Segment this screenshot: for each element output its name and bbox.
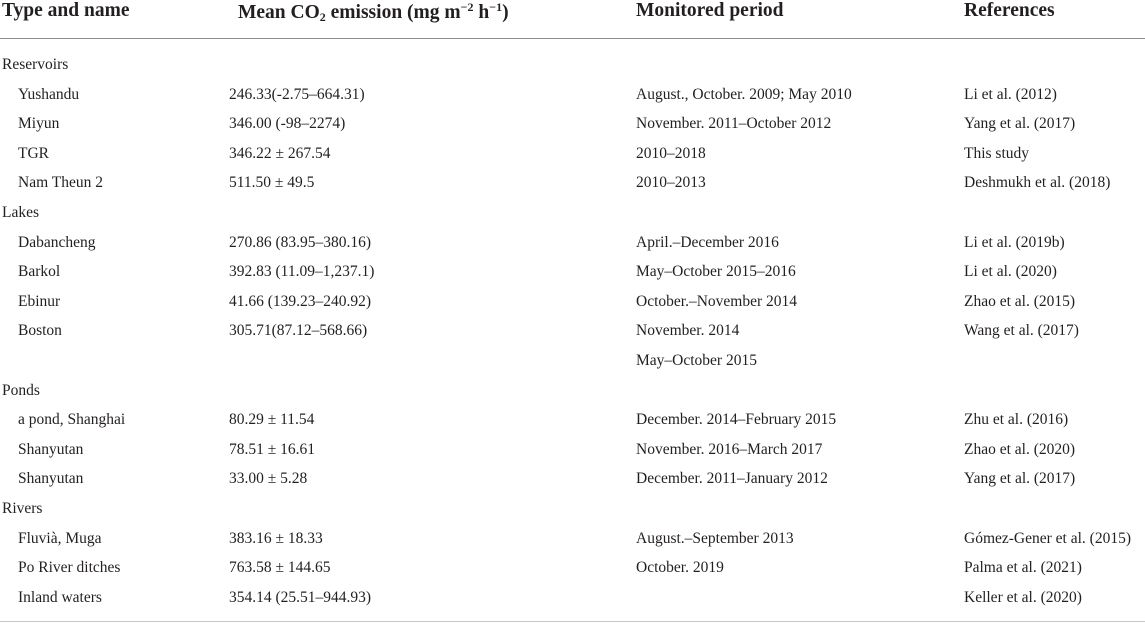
table-row — [0, 257, 1145, 287]
cell-reference: Li et al. (2012) — [964, 85, 1057, 103]
cell-name: Shanyutan — [18, 470, 84, 488]
cell-emission: 80.29 ± 11.54 — [229, 411, 315, 429]
group-header-row — [0, 50, 1145, 80]
cell-emission: 41.66 (139.23–240.92) — [229, 292, 372, 310]
cell-reference: Yang et al. (2017) — [964, 470, 1076, 488]
cell-period: 2010–2018 — [636, 144, 706, 162]
table-row — [0, 524, 1145, 554]
cell-reference: Gómez-Gener et al. (2015) — [964, 529, 1131, 547]
cell-period: April.–December 2016 — [636, 233, 779, 251]
cell-emission: 270.86 (83.95–380.16) — [229, 233, 372, 251]
cell-period: December. 2014–February 2015 — [636, 411, 837, 429]
cell-period: October.–November 2014 — [636, 292, 797, 310]
cell-name: Miyun — [18, 115, 60, 133]
group-header-row — [0, 376, 1145, 406]
header-monitored-period: Monitored period — [636, 0, 784, 21]
cell-period: 2010–2013 — [636, 174, 706, 192]
group-label: Reservoirs — [2, 56, 69, 73]
cell-reference: This study — [964, 144, 1030, 162]
cell-emission: 346.00 (-98–2274) — [229, 115, 346, 133]
cell-name: Yushandu — [18, 85, 80, 103]
cell-reference: Deshmukh et al. (2018) — [964, 174, 1111, 192]
table-row — [0, 583, 1145, 613]
cell-emission: 392.83 (11.09–1,237.1) — [229, 263, 375, 281]
cell-name: Barkol — [18, 263, 61, 281]
cell-emission: 383.16 ± 18.33 — [229, 529, 323, 547]
cell-emission: 78.51 ± 16.61 — [229, 440, 316, 458]
cell-name: TGR — [18, 144, 49, 162]
cell-name: Fluvià, Muga — [18, 529, 102, 547]
table-row — [0, 435, 1145, 465]
header-mean-co2-emission — [238, 0, 509, 25]
cell-period: October. 2019 — [636, 559, 724, 577]
cell-name: Po River ditches — [18, 559, 121, 577]
table-row — [0, 228, 1145, 258]
cell-name: Boston — [18, 322, 62, 340]
cell-reference: Yang et al. (2017) — [964, 115, 1076, 133]
table-row — [0, 464, 1145, 494]
table-row — [0, 346, 1145, 376]
cell-period: May–October 2015–2016 — [636, 263, 796, 281]
cell-reference: Li et al. (2020) — [964, 263, 1057, 281]
cell-reference: Wang et al. (2017) — [964, 322, 1079, 340]
table-row — [0, 80, 1145, 110]
header-emission-prefix: Mean CO — [238, 2, 320, 23]
table-bottom-rule — [0, 621, 1145, 622]
cell-reference: Zhu et al. (2016) — [964, 411, 1069, 429]
cell-name: Dabancheng — [18, 233, 96, 251]
header-emission-exp-m: −2 — [460, 0, 474, 14]
header-emission-middle: emission (mg m — [325, 2, 461, 23]
group-label: Rivers — [2, 500, 43, 517]
header-type-name: Type and name — [2, 0, 130, 21]
cell-name: Ebinur — [18, 292, 61, 310]
cell-emission: 763.58 ± 144.65 — [229, 559, 331, 577]
table-row — [0, 168, 1145, 198]
header-emission-exp-h: −1 — [489, 0, 503, 14]
cell-emission: 511.50 ± 49.5 — [229, 174, 315, 192]
group-label: Ponds — [2, 381, 40, 399]
header-emission-close: ) — [502, 2, 509, 23]
cell-reference: Zhao et al. (2020) — [964, 440, 1076, 458]
table-row — [0, 109, 1145, 139]
cell-emission: 354.14 (25.51–944.93) — [229, 588, 372, 606]
table-row — [0, 553, 1145, 583]
cell-reference: Palma et al. (2021) — [964, 559, 1082, 577]
cell-name: Inland waters — [18, 588, 102, 606]
cell-period: November. 2014 — [636, 322, 740, 340]
table-row — [0, 405, 1145, 435]
cell-period: August.–September 2013 — [636, 529, 794, 547]
cell-emission: 246.33(-2.75–664.31) — [229, 85, 365, 103]
header-references: References — [964, 0, 1055, 21]
cell-reference: Li et al. (2019b) — [964, 233, 1065, 251]
header-emission-h: h — [473, 2, 490, 23]
table-header — [0, 0, 1145, 39]
cell-emission: 33.00 ± 5.28 — [229, 470, 308, 488]
cell-name: a pond, Shanghai — [18, 411, 126, 429]
cell-reference: Zhao et al. (2015) — [964, 292, 1076, 310]
group-header-row — [0, 494, 1145, 524]
cell-name: Shanyutan — [18, 440, 84, 458]
table-row — [0, 287, 1145, 317]
cell-period: May–October 2015 — [636, 352, 757, 369]
cell-period: November. 2011–October 2012 — [636, 115, 832, 133]
cell-emission: 346.22 ± 267.54 — [229, 144, 331, 162]
cell-period: December. 2011–January 2012 — [636, 470, 828, 488]
header-emission-subscript: 2 — [319, 10, 326, 24]
cell-name: Nam Theun 2 — [18, 174, 103, 192]
group-header-row — [0, 198, 1145, 228]
table-row — [0, 139, 1145, 169]
group-label: Lakes — [2, 204, 40, 221]
cell-emission: 305.71(87.12–568.66) — [229, 322, 368, 340]
table-row — [0, 316, 1145, 346]
cell-reference: Keller et al. (2020) — [964, 588, 1082, 606]
cell-period: August., October. 2009; May 2010 — [636, 85, 852, 103]
cell-period: November. 2016–March 2017 — [636, 440, 823, 458]
